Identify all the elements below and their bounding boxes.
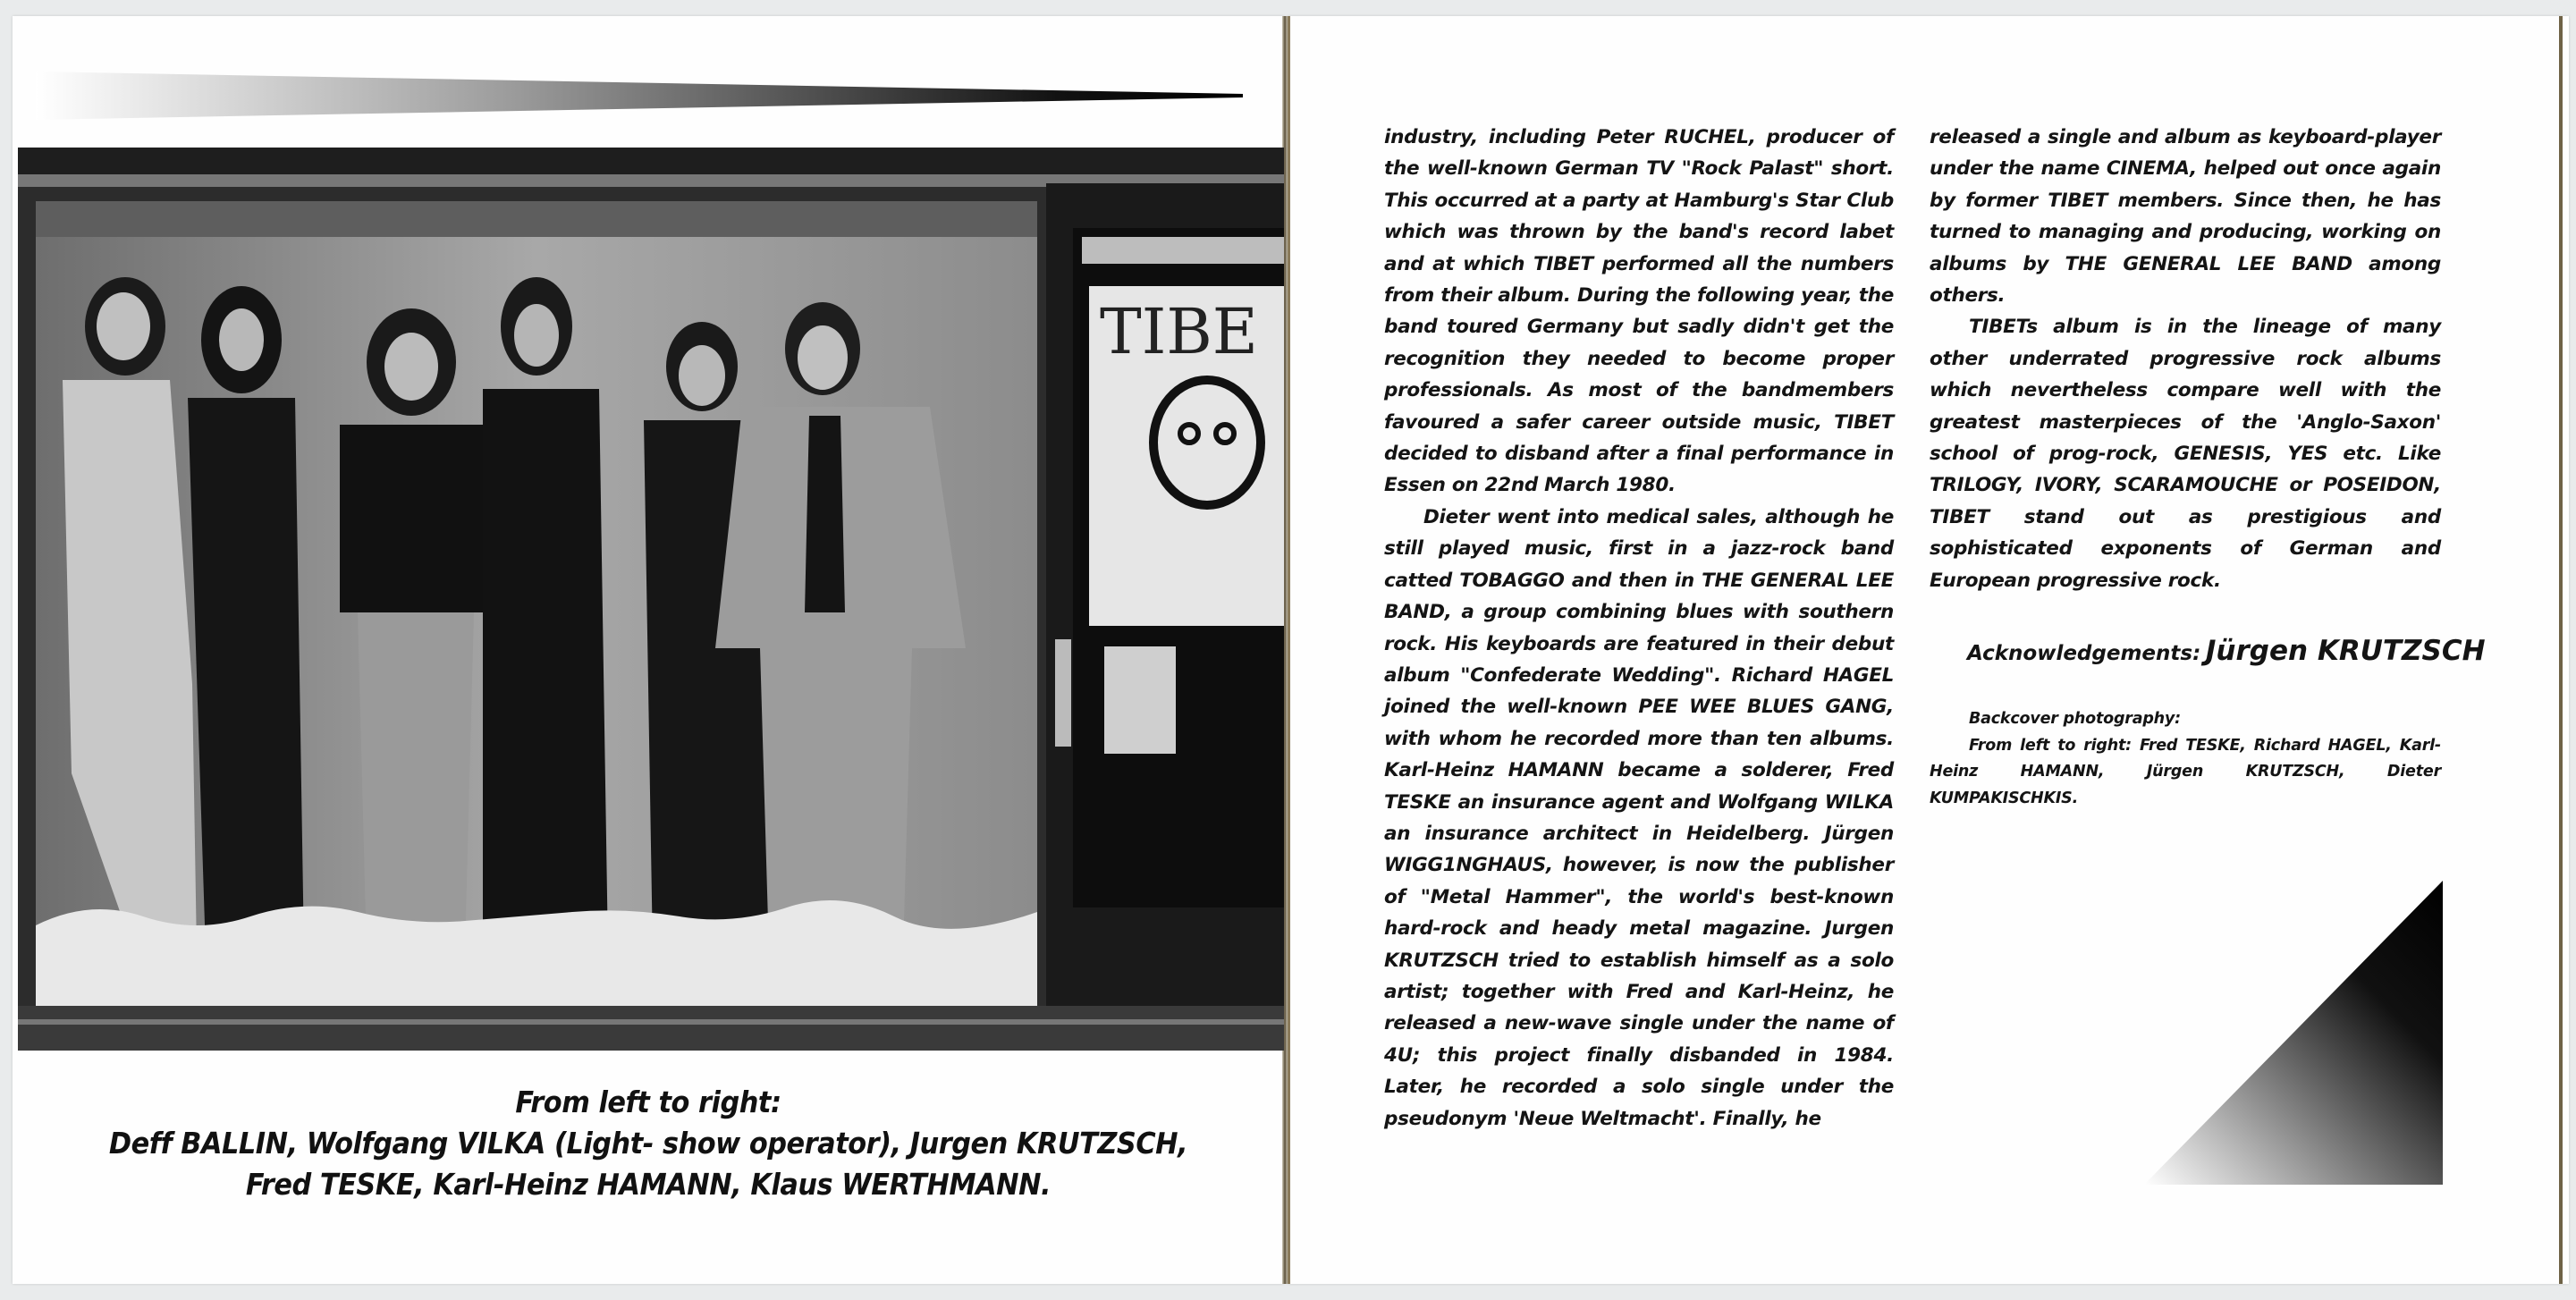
door-poster-title: TIBE	[1100, 295, 1258, 368]
caption-heading: From left to right:	[515, 1085, 781, 1119]
paragraph: Dieter went into medical sales, although he still played music, first in a jazz-rock band catted TOBAGGO and then in THE GENERAL LEE BAND, a group combining blues with southern rock. His keyboards are featured in their debut album "Confederate Wedding". Richard HAGEL joined the well-known PEE WEE BLUES GANG, with whom he recorded more than ten albums. Karl-Heinz HAMANN became a solderer, Fred TESKE an insurance agent and Wolfgang WILKA an insurance architect in Heidelberg. Jürgen WIGG1NGHAUS, however, is now the publisher of "Metal Hammer", the world's best-known hard-rock and heady metal magazine. Jurgen KRUTZSCH tried to establish himself as a solo artist; together with Fred and Karl-Heinz, he released a new-wave single under the name of 4U; this project finally disbanded in 1984. Later, he recorded a solo single under the pseudonym 'Neue Weltmacht'. Finally, he	[1384, 505, 1894, 1130]
decorative-wedge	[36, 72, 1243, 125]
text-column-1	[1384, 122, 1894, 1135]
backcover-text: From left to right: Fred TESKE, Richard HAGEL, Karl-Heinz HAMANN, Jürgen KRUTZSCH, Dieter KUMPAKISCHKIS.	[1930, 736, 2441, 807]
caption-names-line-2: Fred TESKE, Karl-Heinz HAMANN, Klaus WERTHMANN.	[245, 1167, 1052, 1202]
backcover-credits	[1930, 706, 2441, 812]
acknowledgements-name: Jürgen KRUTZSCH	[2205, 635, 2486, 667]
photo-caption	[63, 1082, 1233, 1205]
paragraph: industry, including Peter RUCHEL, producer of the well-known German TV "Rock Palast" short. This occurred at a party at Hamburg's Star Club which was thrown by the band's record labet and at which TIBET performed all the numbers from their album. During the following year, the band toured Germany but sadly didn't get the recognition they needed to become proper professionals. As most of the bandmembers favoured a safer career outside music, TIBET decided to disband after a final performance in Essen on 22nd March 1980.	[1384, 126, 1894, 497]
acknowledgements-label: Acknowledgements:	[1967, 642, 2201, 665]
decorative-triangle	[2144, 881, 2443, 1185]
backcover-heading: Backcover photography:	[1969, 710, 2181, 728]
page-edge	[2559, 16, 2563, 1284]
band-photo	[18, 148, 1284, 1051]
paragraph: TIBETs album is in the lineage of many other underrated progressive rock albums which nevertheless compare well with the greatest masterpieces of the 'Anglo-Saxon' school of prog-rock, GENESIS, YES etc. Like TRILOGY, IVORY, SCARAMOUCHE or POSEIDON, TIBET stand out as prestigious and sophisticated exponents of German and European progressive rock.	[1930, 316, 2441, 592]
paragraph: released a single and album as keyboard-player under the name CINEMA, helped out once again by former TIBET members. Since then, he has turned to managing and producing, working on albums by THE GENERAL LEE BAND among others.	[1930, 126, 2441, 308]
caption-names-line-1: Deff BALLIN, Wolfgang VILKA (Light- show operator), Jurgen KRUTZSCH,	[108, 1126, 1188, 1161]
acknowledgements	[1967, 635, 2486, 667]
text-column-2	[1930, 122, 2441, 596]
